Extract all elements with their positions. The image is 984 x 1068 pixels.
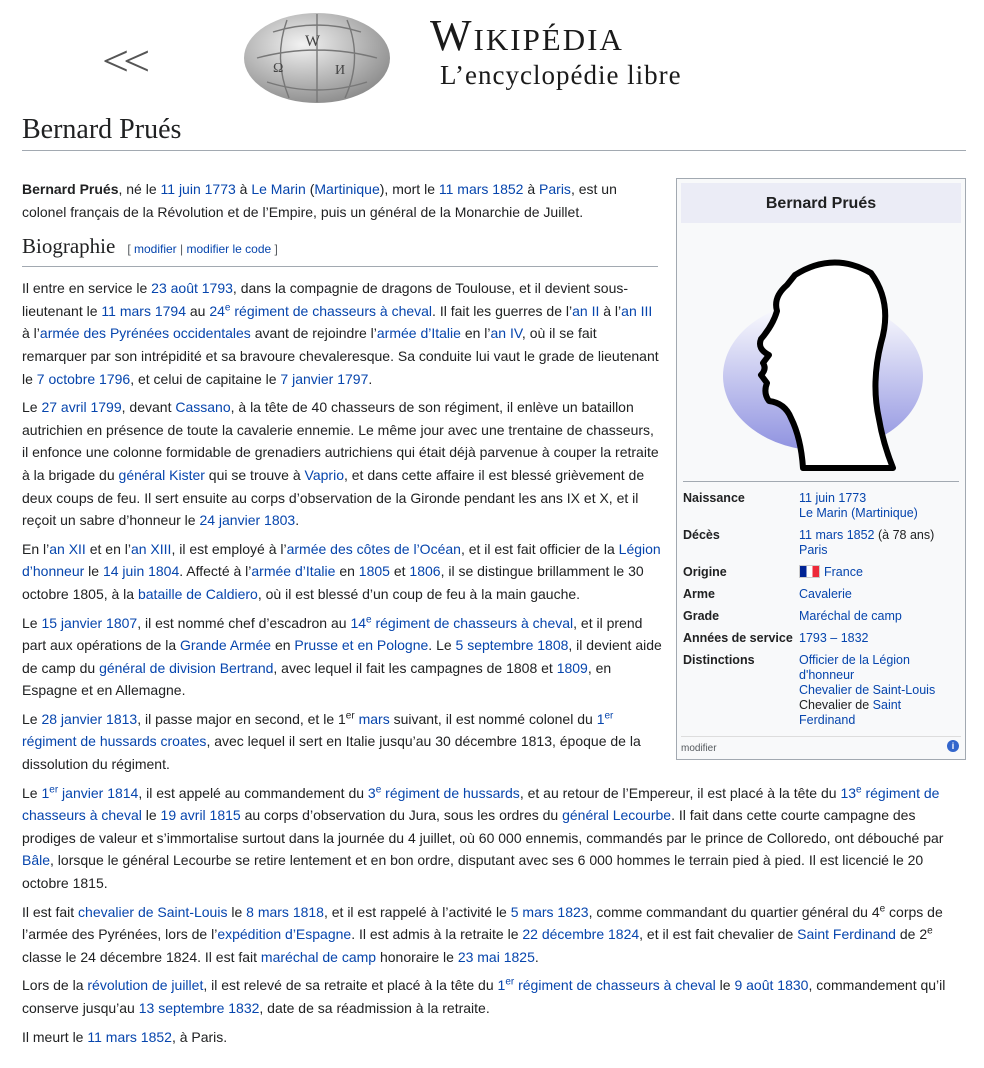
link[interactable]: 23 août 1793 xyxy=(151,280,233,297)
paragraph: Il meurt le 11 mars 1852, à Paris. xyxy=(22,1028,228,1045)
section-heading: Biographie [ modifier | modifier le code ] xyxy=(22,233,658,267)
link[interactable]: 1809 xyxy=(556,659,588,676)
link[interactable]: Légion d’honneur xyxy=(22,540,661,580)
silhouette-icon xyxy=(683,223,963,481)
link[interactable]: 24e régiment de chasseurs à cheval xyxy=(209,302,433,319)
paragraph: Il entre en service le 23 août 1793, dans la compagnie de dragons de Toulouse, et il devient sous-lieutenant le 11 mars 1794 au 24e régiment de chasseurs à cheval. Il fait les guerres de l’an II à l’an III à l’armée des Pyrénées occidentales avant de rejoindre l’armée d’Italie en l’an IV, où il se fait remarquer par son intrépidité et sa bravoure chevaleresque. Sa conduite lui vaut le grade de lieutenant le 7 octobre 1796, et celui de capitaine le 7 janvier 1797. xyxy=(22,280,659,387)
link[interactable]: Le Marin xyxy=(799,506,848,520)
link[interactable]: Grande Armée xyxy=(180,637,272,654)
link[interactable]: Saint Ferdinand xyxy=(799,698,902,727)
infobox-value: (à 78 ans) xyxy=(874,528,935,542)
link[interactable]: 7 octobre 1796 xyxy=(36,370,131,387)
silhouette-image xyxy=(683,223,959,482)
link[interactable]: 13 septembre 1832 xyxy=(138,1000,260,1016)
link[interactable]: expédition d’Espagne xyxy=(217,926,352,943)
link[interactable]: Vaprio xyxy=(304,466,344,483)
link[interactable]: 11 mars 1852 xyxy=(438,181,524,197)
link[interactable]: général Kister xyxy=(118,466,205,483)
link[interactable]: Martinique xyxy=(314,181,380,197)
link[interactable]: 19 avril 1815 xyxy=(160,807,241,824)
link[interactable]: 27 avril 1799 xyxy=(41,399,122,416)
link[interactable]: armée d’Italie xyxy=(251,563,336,580)
link[interactable]: an II xyxy=(572,302,600,319)
link[interactable]: Le Marin xyxy=(251,181,306,197)
wiki-tagline: L’encyclopédie libre xyxy=(440,60,682,90)
paragraph: Il est fait chevalier de Saint-Louis le 8 mars 1818, et il est rappelé à l’activité le 5 mars 1823, comme commandant du quartier général du 4e corps de l’armée des Pyrénées, lors de l’expédition d’Espagne. Il est admis à la retraite le 22 décembre 1824, et il est fait chevalier de Saint Ferdinand de 2e classe le 24 décembre 1824. Il est fait maréchal de camp honoraire le 23 mai 1825. xyxy=(22,902,943,965)
infobox-row-naissance xyxy=(681,488,961,525)
link[interactable]: 5 septembre 1808 xyxy=(455,637,569,654)
info-icon[interactable]: i xyxy=(947,740,959,752)
link[interactable]: bataille de Caldiero xyxy=(137,585,258,602)
paragraph: En l’an XII et en l’an XIII, il est employé à l’armée des côtes de l’Océan, et il est fait officier de la Légion d’honneur le 14 juin 1804. Affecté à l’armée d’Italie en 1805 et 1806, il se distingue brillamment le 30 octobre 1805, à la bataille de Caldiero, où il est blessé d’un coup de feu à la main gauche. xyxy=(22,540,661,602)
link[interactable]: 1805 xyxy=(358,563,390,580)
link[interactable]: 14 juin 1804 xyxy=(102,563,180,580)
intro-paragraph: Bernard Prués, né le 11 juin 1773 à Le Marin (Martinique), mort le 11 mars 1852 à Paris, est un colonel français de la Révolution et de l’Empire, puis un général de la Monarchie de Juillet. xyxy=(22,181,617,220)
link[interactable]: 1er janvier 1814 xyxy=(41,784,139,801)
link[interactable]: 11 mars 1852 xyxy=(87,1028,172,1045)
link[interactable]: Paris xyxy=(539,181,571,197)
infobox-footer xyxy=(681,736,961,755)
link[interactable]: 9 août 1830 xyxy=(734,977,809,994)
link[interactable]: an XIII xyxy=(130,540,172,557)
infobox xyxy=(676,178,966,760)
paragraph: Le 15 janvier 1807, il est nommé chef d’escadron au 14e régiment de chasseurs à cheval, et il prend part aux opérations de la Grande Armée en Prusse et en Pologne. Le 5 septembre 1808, il devient aide de camp du général de division Bertrand, avec lequel il fait les campagnes de 1808 et 1809, en Espagne et en Allemagne. xyxy=(22,613,662,699)
svg-text:W: W xyxy=(305,33,321,50)
link[interactable]: 28 janvier 1813 xyxy=(41,710,138,727)
infobox-label: Décès xyxy=(683,528,720,542)
link[interactable]: 11 mars 1794 xyxy=(101,302,186,319)
infobox-label: Arme xyxy=(683,587,715,601)
infobox-label: Grade xyxy=(683,609,720,623)
link[interactable]: Saint Ferdinand xyxy=(797,926,896,943)
infobox-row-arme xyxy=(681,584,961,606)
wiki-wordmark[interactable]: Wikipédia xyxy=(430,11,624,60)
link[interactable]: 11 juin 1773 xyxy=(160,181,236,197)
link[interactable]: 23 mai 1825 xyxy=(457,948,535,965)
link[interactable]: mars xyxy=(354,710,390,727)
link[interactable]: 22 décembre 1824 xyxy=(522,926,640,943)
wikipedia-globe-icon[interactable] xyxy=(243,12,393,104)
link[interactable]: Prusse et en Pologne xyxy=(294,637,429,654)
infobox-row-origine xyxy=(681,562,961,584)
infobox-row-deces xyxy=(681,525,961,562)
link[interactable]: 14e régiment de chasseurs à cheval xyxy=(350,613,574,631)
link[interactable]: (Martinique) xyxy=(851,506,918,520)
link[interactable]: armée d’Italie xyxy=(376,325,461,342)
link[interactable]: 7 janvier 1797 xyxy=(280,370,369,387)
edit-link[interactable]: modifier xyxy=(133,242,177,257)
infobox-row-grade xyxy=(681,606,961,628)
link[interactable]: Cassano xyxy=(175,399,231,416)
link[interactable]: 13e régiment de chasseurs à cheval xyxy=(22,784,940,824)
link[interactable]: général de division Bertrand xyxy=(99,659,274,676)
paragraph: Lors de la révolution de juillet, il est relevé de sa retraite et placé à la tête du 1er régiment de chasseurs à cheval le 9 août 1830, commandement qu’il conserve jusqu’au 13 septembre 1832, date de sa réadmission à la retraite. xyxy=(22,976,946,1016)
link[interactable]: 11 mars 1852 xyxy=(799,528,875,542)
link[interactable]: 5 mars 1823 xyxy=(510,903,589,920)
link[interactable]: 1er régiment de chasseurs à cheval xyxy=(497,976,716,994)
infobox-label: Naissance xyxy=(683,491,745,505)
infobox-edit-link[interactable]: modifier xyxy=(681,743,717,754)
link[interactable]: 1er régiment de hussards croates xyxy=(22,710,614,750)
link[interactable]: 3e régiment de hussards xyxy=(367,784,520,801)
link[interactable]: 1806 xyxy=(409,563,441,580)
link[interactable]: 15 janvier 1807 xyxy=(41,614,138,631)
link[interactable]: an IV xyxy=(490,325,522,342)
paragraph: Le 28 janvier 1813, il passe major en second, et le 1er mars suivant, il est nommé colonel du 1er régiment de hussards croates, avec lequel il sert en Italie jusqu’au 30 décembre 1813, époque de la dissolution du régiment. xyxy=(22,710,641,773)
link[interactable]: 11 juin 1773 xyxy=(799,491,867,505)
page-title: Bernard Prués xyxy=(22,114,966,151)
link[interactable]: Maréchal de camp xyxy=(799,609,902,623)
link[interactable]: général Lecourbe xyxy=(562,807,672,824)
link[interactable]: révolution de juillet xyxy=(87,977,204,994)
link[interactable]: armée des Pyrénées occidentales xyxy=(39,325,251,342)
infobox-row-annees xyxy=(681,628,961,650)
infobox-value: Chevalier de xyxy=(799,698,873,712)
section-edit-links: [ modifier | modifier le code ] xyxy=(127,242,278,257)
link[interactable]: an III xyxy=(621,302,653,319)
svg-text:Ω: Ω xyxy=(273,61,284,76)
site-header xyxy=(0,0,984,112)
link[interactable]: Paris xyxy=(799,543,828,557)
link[interactable]: 1793 – 1832 xyxy=(799,631,869,645)
link[interactable]: 24 janvier 1803 xyxy=(199,512,296,529)
svg-text:И: И xyxy=(335,63,346,78)
infobox-label: Origine xyxy=(683,565,727,579)
link[interactable]: chevalier de Saint-Louis xyxy=(78,903,228,920)
link[interactable]: maréchal de camp xyxy=(260,948,377,965)
link[interactable]: Bâle xyxy=(22,852,51,869)
article-content xyxy=(22,178,966,1054)
link[interactable]: an XII xyxy=(49,540,86,557)
infobox-title: Bernard Prués xyxy=(681,183,961,223)
paragraph: Le 27 avril 1799, devant Cassano, à la tête de 40 chasseurs de son régiment, il enlève un bataillon autrichien en présence de toute la cavalerie ennemie. Le même jour avec une trentaine de chasseurs, il enfonce une colonne formidable de grenadiers autrichiens qui était déjà parvenue à couper la retraite à la brigade du général Kister qui se trouve à Vaprio, et dans cette affaire il est blessé grièvement de deux coups de feu. Il sert ensuite au corps d’observation de la Gironde pendant les ans IX et X, et il reçoit un sabre d’honneur le 24 janvier 1803. xyxy=(22,399,659,529)
infobox-row-distinctions xyxy=(681,650,961,732)
link[interactable]: Cavalerie xyxy=(799,587,852,601)
link[interactable]: armée des côtes de l’Océan xyxy=(286,540,461,557)
link[interactable]: 8 mars 1818 xyxy=(246,903,324,920)
france-flag-icon xyxy=(799,565,820,578)
infobox-label: Distinctions xyxy=(683,653,755,667)
infobox-table xyxy=(681,488,961,732)
subject-name: Bernard Prués xyxy=(22,181,119,197)
edit-code-link[interactable]: modifier le code xyxy=(186,242,272,257)
link[interactable]: Chevalier de Saint-Louis xyxy=(799,683,936,697)
link[interactable]: France xyxy=(824,565,863,579)
back-button[interactable]: << xyxy=(102,37,145,86)
link[interactable]: Officier de la Légion d'honneur xyxy=(799,653,910,682)
paragraph: Le 1er janvier 1814, il est appelé au commandement du 3e régiment de hussards, et au retour de l’Empereur, il est placé à la tête du 13e régiment de chasseurs à cheval le 19 avril 1815 au corps d’observation du Jura, sous les ordres du général Lecourbe. Il fait dans cette courte campagne des prodiges de valeur et s’immortalise surtout dans la journée du 4 juillet, où 60 000 ennemis, commandés par le prince de Colloredo, ont débouché par Bâle, lorsque le général Lecourbe se retire lentement et en bon ordre, disputant avec ses 6 000 hommes le terrain pied à pied. Il est licencié le 20 octobre 1815. xyxy=(22,784,944,892)
infobox-label: Années de service xyxy=(683,631,793,645)
